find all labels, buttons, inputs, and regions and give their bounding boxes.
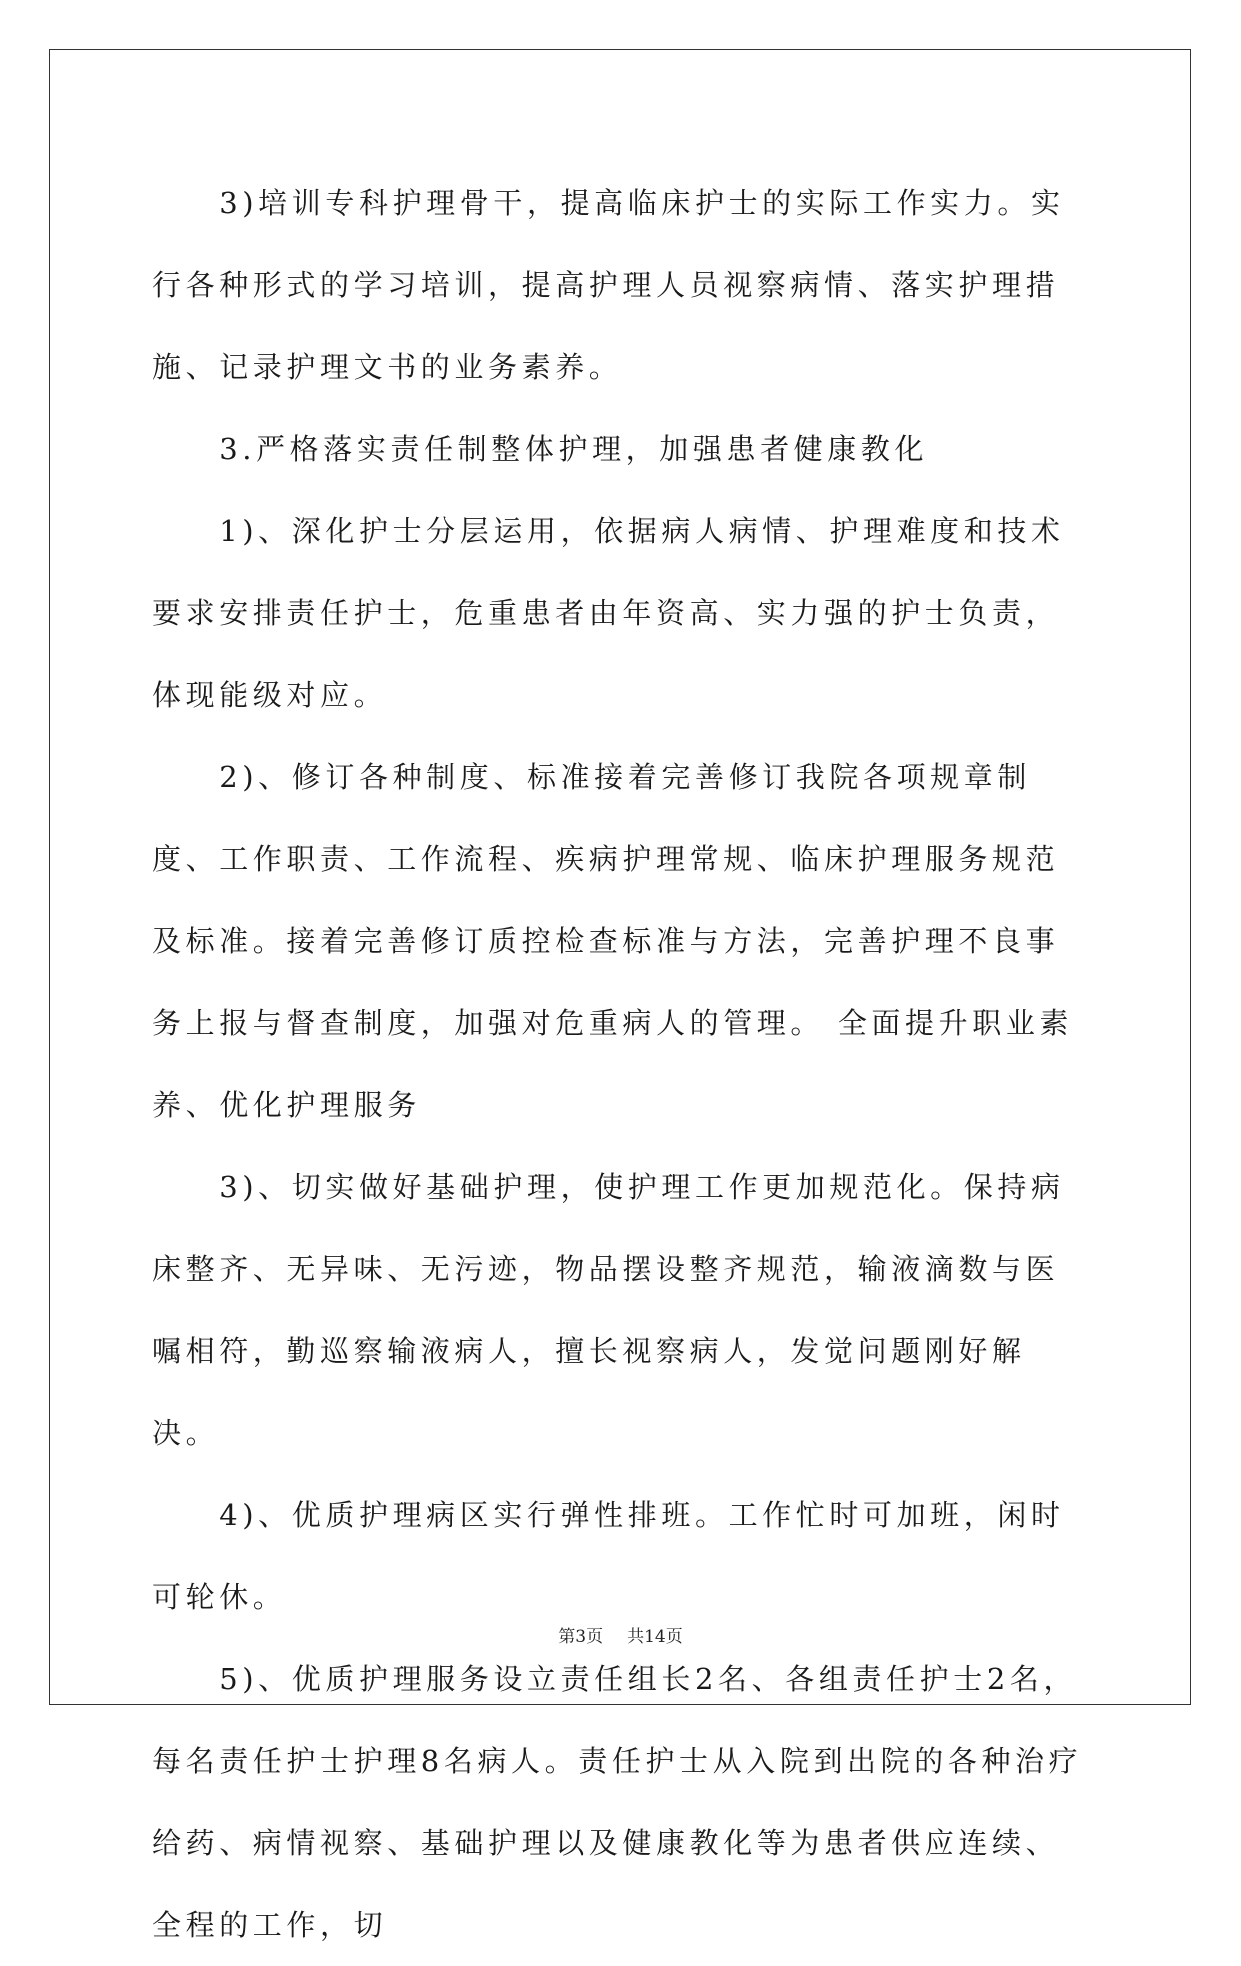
- paragraph-team-leaders: 5)、优质护理服务设立责任组长2名、各组责任护士2名，每名责任护士护理8名病人。责任护士从入院到出院的各种治疗给药、病情视察、基础护理以及健康教化等为患者供应连续、全程的工作，切: [152, 1662, 1083, 1942]
- page-footer: [0, 1622, 1241, 1647]
- section-heading-responsibility-nursing: 3.严格落实责任制整体护理，加强患者健康教化: [152, 432, 929, 466]
- paragraph-revise-systems: 2)、修订各种制度、标准接着完善修订我院各项规章制度、工作职责、工作流程、疾病护理常规、临床护理服务规范及标准。接着完善修订质控检查标准与方法，完善护理不良事务上报与督查制度，加强对危重病人的管理。 全面提升职业素养、优化护理服务: [152, 760, 1074, 1122]
- page-number: 第3页: [558, 1627, 604, 1647]
- page-total: 共14页: [627, 1627, 683, 1647]
- paragraph-training: 3)培训专科护理骨干，提高临床护士的实际工作实力。实行各种形式的学习培训，提高护理人员视察病情、落实护理措施、记录护理文书的业务素养。: [152, 186, 1065, 384]
- paragraph-basic-nursing: 3)、切实做好基础护理，使护理工作更加规范化。保持病床整齐、无异味、无污迹，物品摆设整齐规范，输液滴数与医嘱相符，勤巡察输液病人，擅长视察病人，发觉问题刚好解决。: [152, 1170, 1065, 1450]
- document-body: [152, 162, 1092, 1966]
- paragraph-nurse-layering: 1)、深化护士分层运用，依据病人病情、护理难度和技术要求安排责任护士，危重患者由年资高、实力强的护士负责，体现能级对应。: [152, 514, 1065, 712]
- paragraph-flexible-scheduling: 4)、优质护理病区实行弹性排班。工作忙时可加班，闲时可轮休。: [152, 1498, 1065, 1614]
